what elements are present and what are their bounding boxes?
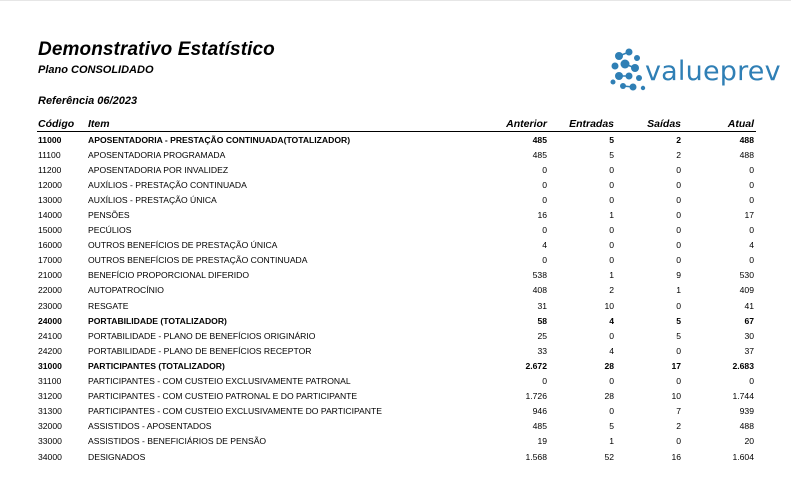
cell-atual: 530 bbox=[739, 270, 754, 281]
table-row bbox=[37, 162, 756, 177]
cell-saidas: 0 bbox=[676, 436, 681, 447]
cell-item: RESGATE bbox=[88, 300, 129, 311]
table-row bbox=[37, 238, 756, 253]
cell-entradas: 0 bbox=[609, 164, 614, 175]
table-row bbox=[37, 404, 756, 419]
table-row bbox=[37, 298, 756, 313]
cell-entradas: 4 bbox=[609, 345, 614, 356]
cell-saidas: 2 bbox=[676, 149, 681, 160]
table-row bbox=[37, 192, 756, 207]
cell-item: AUXÍLIOS - PRESTAÇÃO CONTINUADA bbox=[88, 179, 247, 190]
cell-codigo: 31100 bbox=[38, 376, 62, 387]
cell-codigo: 31000 bbox=[38, 360, 62, 371]
cell-atual: 0 bbox=[749, 376, 754, 387]
cell-saidas: 0 bbox=[676, 240, 681, 251]
table-row bbox=[37, 177, 756, 192]
cell-item: PARTICIPANTES (TOTALIZADOR) bbox=[88, 360, 225, 371]
cell-item: AUTOPATROCÍNIO bbox=[88, 285, 164, 296]
table-row bbox=[37, 132, 756, 148]
header-anterior: Anterior bbox=[482, 116, 549, 132]
page-top-border bbox=[0, 0, 791, 1]
cell-codigo: 24100 bbox=[38, 330, 62, 341]
header-entradas: Entradas bbox=[549, 116, 616, 132]
cell-anterior: 0 bbox=[542, 164, 547, 175]
cell-saidas: 2 bbox=[676, 134, 681, 145]
cell-codigo: 22000 bbox=[38, 285, 62, 296]
cell-anterior: 485 bbox=[532, 421, 547, 432]
cell-item: PORTABILIDADE - PLANO DE BENEFÍCIOS ORIGINÁRIO bbox=[88, 330, 316, 341]
cell-entradas: 1 bbox=[609, 270, 614, 281]
cell-codigo: 11100 bbox=[38, 149, 61, 160]
cell-anterior: 0 bbox=[542, 225, 547, 236]
table-row bbox=[37, 419, 756, 434]
cell-anterior: 19 bbox=[537, 436, 547, 447]
table-row bbox=[37, 358, 756, 373]
statistics-table bbox=[37, 116, 756, 464]
cell-atual: 1.744 bbox=[732, 391, 754, 402]
table-row bbox=[37, 374, 756, 389]
cell-item: PARTICIPANTES - COM CUSTEIO PATRONAL E DO PARTICIPANTE bbox=[88, 391, 358, 402]
cell-anterior: 33 bbox=[537, 345, 547, 356]
table-row bbox=[37, 389, 756, 404]
cell-codigo: 31200 bbox=[38, 391, 62, 402]
cell-saidas: 7 bbox=[676, 406, 681, 417]
table-row bbox=[37, 147, 756, 162]
cell-anterior: 1.726 bbox=[525, 391, 547, 402]
cell-anterior: 0 bbox=[542, 194, 547, 205]
cell-codigo: 16000 bbox=[38, 240, 62, 251]
cell-saidas: 0 bbox=[676, 179, 681, 190]
cell-saidas: 0 bbox=[676, 255, 681, 266]
cell-item: APOSENTADORIA PROGRAMADA bbox=[88, 149, 226, 160]
cell-item: OUTROS BENEFÍCIOS DE PRESTAÇÃO ÚNICA bbox=[88, 240, 278, 251]
cell-entradas: 0 bbox=[609, 240, 614, 251]
cell-entradas: 1 bbox=[609, 210, 614, 221]
cell-saidas: 9 bbox=[676, 270, 681, 281]
table-row bbox=[37, 253, 756, 268]
table-row bbox=[37, 283, 756, 298]
cell-atual: 4 bbox=[749, 240, 754, 251]
cell-atual: 41 bbox=[744, 300, 754, 311]
cell-item: PORTABILIDADE - PLANO DE BENEFÍCIOS RECEPTOR bbox=[88, 345, 312, 356]
cell-anterior: 0 bbox=[542, 179, 547, 190]
cell-anterior: 485 bbox=[532, 134, 547, 145]
cell-saidas: 5 bbox=[676, 315, 681, 326]
cell-atual: 30 bbox=[744, 330, 754, 341]
cell-codigo: 33000 bbox=[38, 436, 62, 447]
cell-entradas: 0 bbox=[609, 330, 614, 341]
cell-entradas: 2 bbox=[609, 285, 614, 296]
cell-anterior: 1.568 bbox=[525, 451, 547, 462]
header-item: Item bbox=[87, 116, 482, 132]
cell-entradas: 0 bbox=[609, 376, 614, 387]
cell-item: OUTROS BENEFÍCIOS DE PRESTAÇÃO CONTINUADA bbox=[88, 255, 308, 266]
cell-entradas: 5 bbox=[609, 134, 614, 145]
cell-entradas: 52 bbox=[604, 451, 614, 462]
cell-anterior: 4 bbox=[542, 240, 547, 251]
cell-codigo: 31300 bbox=[38, 406, 62, 417]
table-row bbox=[37, 328, 756, 343]
cell-item: PORTABILIDADE (TOTALIZADOR) bbox=[88, 315, 227, 326]
cell-entradas: 10 bbox=[604, 300, 614, 311]
cell-anterior: 408 bbox=[532, 285, 547, 296]
cell-item: ASSISTIDOS - BENEFICIÁRIOS DE PENSÃO bbox=[88, 436, 267, 447]
cell-item: APOSENTADORIA POR INVALIDEZ bbox=[88, 164, 229, 175]
cell-item: DESIGNADOS bbox=[88, 451, 146, 462]
cell-saidas: 0 bbox=[676, 210, 681, 221]
table-row bbox=[37, 434, 756, 449]
cell-anterior: 946 bbox=[532, 406, 547, 417]
cell-codigo: 14000 bbox=[38, 210, 62, 221]
cell-codigo: 21000 bbox=[38, 270, 62, 281]
cell-codigo: 11000 bbox=[38, 134, 62, 145]
cell-entradas: 0 bbox=[609, 406, 614, 417]
cell-saidas: 5 bbox=[676, 330, 681, 341]
cell-atual: 0 bbox=[749, 225, 754, 236]
cell-item: BENEFÍCIO PROPORCIONAL DIFERIDO bbox=[88, 270, 250, 281]
cell-codigo: 12000 bbox=[38, 179, 62, 190]
cell-atual: 488 bbox=[739, 421, 754, 432]
cell-anterior: 31 bbox=[537, 300, 547, 311]
cell-codigo: 34000 bbox=[38, 451, 62, 462]
cell-saidas: 0 bbox=[676, 194, 681, 205]
cell-saidas: 17 bbox=[671, 360, 681, 371]
logo-wordmark: valueprev bbox=[645, 56, 781, 87]
report-subtitle: Plano CONSOLIDADO bbox=[38, 64, 154, 76]
cell-atual: 17 bbox=[744, 210, 754, 221]
cell-saidas: 0 bbox=[676, 300, 681, 311]
cell-item: PARTICIPANTES - COM CUSTEIO EXCLUSIVAMENTE PATRONAL bbox=[88, 376, 351, 387]
cell-anterior: 485 bbox=[532, 149, 547, 160]
cell-codigo: 23000 bbox=[38, 300, 62, 311]
cell-saidas: 0 bbox=[676, 345, 681, 356]
cell-item: PECÚLIOS bbox=[88, 225, 132, 236]
table-row bbox=[37, 207, 756, 222]
cell-atual: 0 bbox=[749, 194, 754, 205]
cell-item: APOSENTADORIA - PRESTAÇÃO CONTINUADA(TOTALIZADOR) bbox=[88, 134, 351, 145]
cell-entradas: 0 bbox=[609, 255, 614, 266]
cell-item: AUXÍLIOS - PRESTAÇÃO ÚNICA bbox=[88, 194, 217, 205]
cell-atual: 0 bbox=[749, 255, 754, 266]
cell-atual: 488 bbox=[739, 149, 754, 160]
cell-entradas: 0 bbox=[609, 225, 614, 236]
cell-entradas: 0 bbox=[609, 179, 614, 190]
cell-atual: 20 bbox=[744, 436, 754, 447]
cell-item: PENSÕES bbox=[88, 210, 130, 221]
cell-atual: 0 bbox=[749, 179, 754, 190]
cell-saidas: 0 bbox=[676, 164, 681, 175]
cell-atual: 67 bbox=[744, 315, 754, 326]
cell-anterior: 25 bbox=[537, 330, 547, 341]
cell-anterior: 0 bbox=[542, 255, 547, 266]
table-header-row bbox=[37, 116, 756, 132]
cell-entradas: 28 bbox=[604, 360, 614, 371]
table-body bbox=[37, 132, 756, 465]
cell-atual: 1.604 bbox=[732, 451, 754, 462]
cell-atual: 2.683 bbox=[732, 360, 754, 371]
cell-codigo: 13000 bbox=[38, 194, 62, 205]
report-reference: Referência 06/2023 bbox=[38, 95, 138, 107]
cell-codigo: 15000 bbox=[38, 225, 62, 236]
cell-saidas: 0 bbox=[676, 376, 681, 387]
cell-codigo: 24200 bbox=[38, 345, 62, 356]
cell-atual: 409 bbox=[739, 285, 754, 296]
cell-atual: 939 bbox=[739, 406, 754, 417]
cell-entradas: 5 bbox=[609, 421, 614, 432]
table-row bbox=[37, 223, 756, 238]
cell-saidas: 0 bbox=[676, 225, 681, 236]
cell-codigo: 11200 bbox=[38, 164, 62, 175]
cell-anterior: 58 bbox=[537, 315, 547, 326]
cell-entradas: 1 bbox=[609, 436, 614, 447]
cell-anterior: 16 bbox=[537, 210, 547, 221]
cell-item: PARTICIPANTES - COM CUSTEIO EXCLUSIVAMENTE DO PARTICIPANTE bbox=[88, 406, 382, 417]
cell-atual: 0 bbox=[749, 164, 754, 175]
cell-saidas: 16 bbox=[671, 451, 681, 462]
cell-codigo: 17000 bbox=[38, 255, 62, 266]
cell-entradas: 0 bbox=[609, 194, 614, 205]
cell-saidas: 1 bbox=[676, 285, 681, 296]
cell-entradas: 5 bbox=[609, 149, 614, 160]
cell-saidas: 10 bbox=[671, 391, 681, 402]
cell-codigo: 24000 bbox=[38, 315, 62, 326]
table-row bbox=[37, 268, 756, 283]
cell-atual: 37 bbox=[744, 345, 754, 356]
cell-codigo: 32000 bbox=[38, 421, 62, 432]
cell-anterior: 2.672 bbox=[525, 360, 547, 371]
cell-item: ASSISTIDOS - APOSENTADOS bbox=[88, 421, 212, 432]
cell-anterior: 0 bbox=[542, 376, 547, 387]
table-row bbox=[37, 343, 756, 358]
table-row bbox=[37, 313, 756, 328]
cell-saidas: 2 bbox=[676, 421, 681, 432]
cell-entradas: 4 bbox=[609, 315, 614, 326]
header-saidas: Saídas bbox=[616, 116, 683, 132]
cell-anterior: 538 bbox=[532, 270, 547, 281]
report-title: Demonstrativo Estatístico bbox=[38, 39, 275, 60]
header-codigo: Código bbox=[37, 116, 87, 132]
cell-entradas: 28 bbox=[604, 391, 614, 402]
cell-atual: 488 bbox=[739, 134, 754, 145]
table-row bbox=[37, 449, 756, 464]
header-atual: Atual bbox=[683, 116, 756, 132]
